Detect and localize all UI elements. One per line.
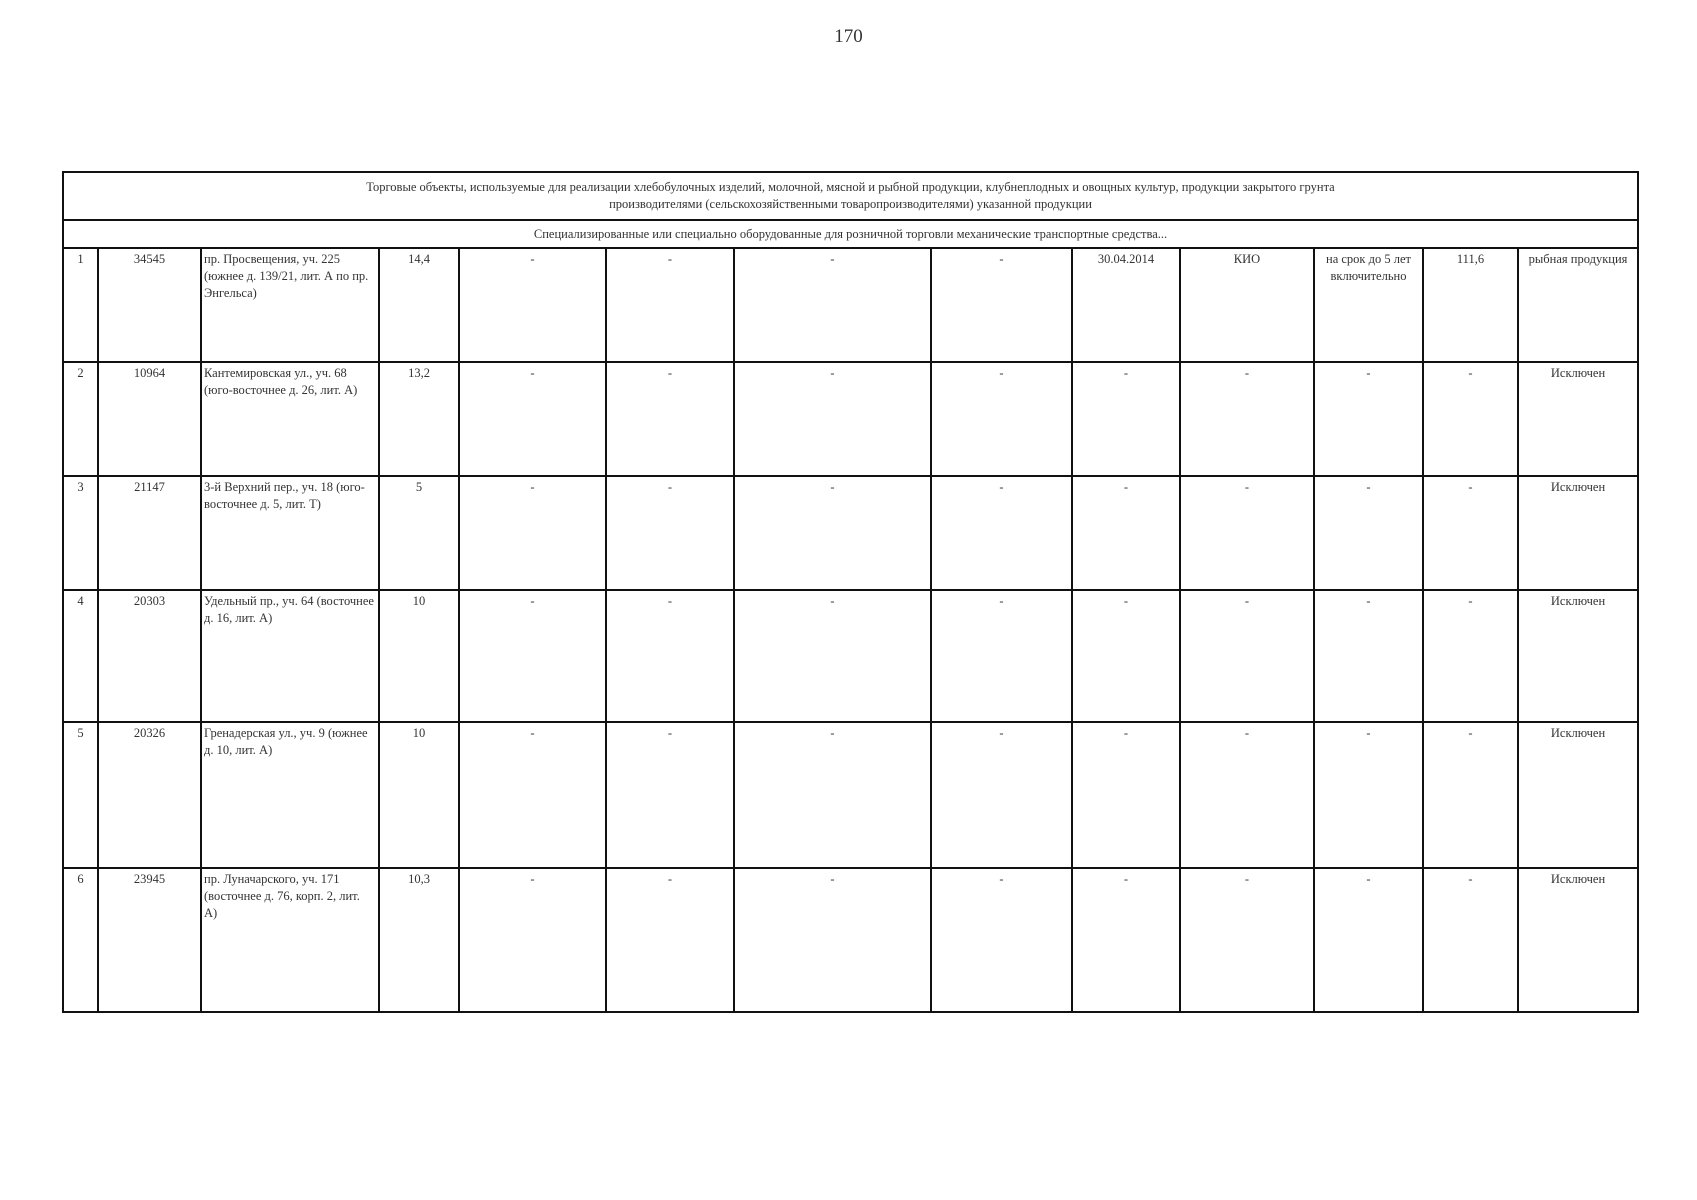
table-row [63, 722, 1638, 868]
value-cell: - [606, 476, 734, 590]
object-id-cell: 20326 [98, 722, 201, 868]
status-cell: Исключен [1518, 868, 1638, 1012]
area-cell: 13,2 [379, 362, 459, 476]
row-number-cell: 4 [63, 590, 98, 722]
amount-cell: - [1423, 362, 1518, 476]
object-id-cell: 10964 [98, 362, 201, 476]
date-cell: 30.04.2014 [1072, 248, 1180, 362]
authority-cell: - [1180, 868, 1314, 1012]
row-number-cell: 3 [63, 476, 98, 590]
table-row [63, 868, 1638, 1012]
value-cell: - [459, 590, 606, 722]
date-cell: - [1072, 362, 1180, 476]
value-cell: - [734, 722, 931, 868]
table-subheader: Специализированные или специально оборудованные для розничной торговли механические транспортные средства... [63, 220, 1638, 248]
term-cell: - [1314, 476, 1423, 590]
value-cell: - [734, 362, 931, 476]
area-cell: 10,3 [379, 868, 459, 1012]
value-cell: - [734, 476, 931, 590]
date-cell: - [1072, 722, 1180, 868]
date-cell: - [1072, 476, 1180, 590]
status-cell: рыбная продукция [1518, 248, 1638, 362]
address-cell: Кантемировская ул., уч. 68 (юго-восточнее д. 26, лит. А) [201, 362, 379, 476]
value-cell: - [459, 722, 606, 868]
authority-cell: - [1180, 590, 1314, 722]
page-number: 170 [834, 26, 863, 47]
authority-cell: - [1180, 362, 1314, 476]
address-cell: пр. Луначарского, уч. 171 (восточнее д. 76, корп. 2, лит. А) [201, 868, 379, 1012]
address-cell: 3-й Верхний пер., уч. 18 (юго-восточнее д. 5, лит. Т) [201, 476, 379, 590]
status-cell: Исключен [1518, 722, 1638, 868]
value-cell: - [734, 248, 931, 362]
authority-cell: КИО [1180, 248, 1314, 362]
amount-cell: - [1423, 868, 1518, 1012]
row-number-cell: 5 [63, 722, 98, 868]
row-number-cell: 6 [63, 868, 98, 1012]
value-cell: - [459, 868, 606, 1012]
table-header-row [63, 172, 1638, 220]
table-row [63, 362, 1638, 476]
table-subheader-row [63, 220, 1638, 248]
term-cell: - [1314, 590, 1423, 722]
row-number-cell: 2 [63, 362, 98, 476]
area-cell: 10 [379, 722, 459, 868]
value-cell: - [459, 362, 606, 476]
table-body [63, 248, 1638, 1012]
object-id-cell: 20303 [98, 590, 201, 722]
area-cell: 14,4 [379, 248, 459, 362]
address-cell: пр. Просвещения, уч. 225 (южнее д. 139/21, лит. А по пр. Энгельса) [201, 248, 379, 362]
amount-cell: - [1423, 722, 1518, 868]
date-cell: - [1072, 868, 1180, 1012]
value-cell: - [734, 868, 931, 1012]
value-cell: - [931, 476, 1072, 590]
value-cell: - [931, 868, 1072, 1012]
value-cell: - [606, 722, 734, 868]
table-row [63, 248, 1638, 362]
table-row [63, 590, 1638, 722]
value-cell: - [459, 476, 606, 590]
table-title-line2: производителями (сельскохозяйственными товаропроизводителями) указанной продукции [609, 197, 1092, 211]
amount-cell: - [1423, 590, 1518, 722]
table-title [63, 172, 1638, 220]
area-cell: 5 [379, 476, 459, 590]
object-id-cell: 21147 [98, 476, 201, 590]
status-cell: Исключен [1518, 476, 1638, 590]
value-cell: - [606, 868, 734, 1012]
value-cell: - [606, 248, 734, 362]
status-cell: Исключен [1518, 590, 1638, 722]
table-title-line1: Торговые объекты, используемые для реализации хлебобулочных изделий, молочной, мясной и рыбной продукции, клубнеплодных и овощных культур, продукции закрытого грунта [366, 180, 1335, 194]
term-cell: - [1314, 868, 1423, 1012]
area-cell: 10 [379, 590, 459, 722]
value-cell: - [606, 590, 734, 722]
value-cell: - [931, 590, 1072, 722]
amount-cell: 111,6 [1423, 248, 1518, 362]
table-row [63, 476, 1638, 590]
trade-objects-table [62, 171, 1639, 1013]
object-id-cell: 34545 [98, 248, 201, 362]
value-cell: - [459, 248, 606, 362]
authority-cell: - [1180, 722, 1314, 868]
value-cell: - [931, 362, 1072, 476]
term-cell: - [1314, 722, 1423, 868]
authority-cell: - [1180, 476, 1314, 590]
object-id-cell: 23945 [98, 868, 201, 1012]
status-cell: Исключен [1518, 362, 1638, 476]
date-cell: - [1072, 590, 1180, 722]
value-cell: - [606, 362, 734, 476]
address-cell: Гренадерская ул., уч. 9 (южнее д. 10, лит. А) [201, 722, 379, 868]
term-cell: на срок до 5 лет включительно [1314, 248, 1423, 362]
value-cell: - [931, 722, 1072, 868]
value-cell: - [734, 590, 931, 722]
amount-cell: - [1423, 476, 1518, 590]
term-cell: - [1314, 362, 1423, 476]
address-cell: Удельный пр., уч. 64 (восточнее д. 16, лит. А) [201, 590, 379, 722]
value-cell: - [931, 248, 1072, 362]
row-number-cell: 1 [63, 248, 98, 362]
